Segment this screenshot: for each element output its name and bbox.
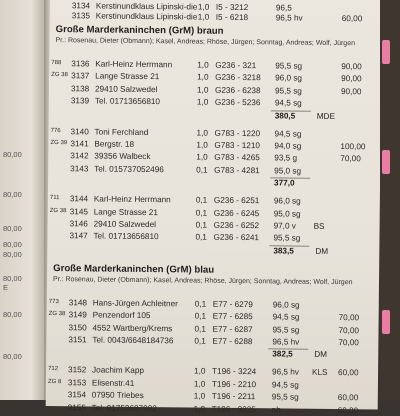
cell-prefix: ZG 38 — [50, 206, 67, 217]
cell-nums: 3137 — [71, 71, 89, 82]
cell-code: G783 - 4281 — [214, 165, 260, 176]
cell-nums: 3148 — [69, 297, 87, 308]
cell-mark: KLS — [312, 367, 328, 378]
cell-nums: 3136 — [71, 58, 89, 69]
cell-score: 95,0 sg — [274, 165, 301, 176]
cell-name: Tel. 01713656810 — [93, 231, 158, 243]
cell-price: 70,00 — [338, 337, 359, 348]
cell-prefix: 788 — [51, 58, 61, 69]
cell-code: G236 - 6245 — [214, 207, 260, 218]
cell-name: 29410 Salzwedel — [95, 83, 157, 95]
cell-code: I5 - 3212 — [216, 2, 248, 13]
cell-price: 60,00 — [342, 13, 363, 24]
cell-price: 60,00 — [338, 367, 359, 378]
cell-nums: 3145 — [70, 206, 88, 217]
cell-cls: 1,0 — [197, 97, 209, 108]
cell-name: Tel. 01753687982 — [92, 402, 157, 414]
cell-name: Karl-Heinz Herrmann — [94, 194, 171, 206]
left-page-number: 80,00 — [3, 352, 22, 361]
section-judges: Pr.: Rosenau, Dieter (Obmann); Kasel, Andreas; Rhöse, Jürgen; Sonntag, Andreas; Wolf, Jürgen — [55, 36, 355, 48]
cell-code: E77 - 6288 — [212, 336, 252, 347]
cell-name: 39356 Walbeck — [94, 151, 150, 163]
cell-price: 70,00 — [340, 153, 361, 164]
cell-cls: 1,0 — [197, 72, 209, 83]
cell-nums: 3138 — [71, 83, 89, 94]
left-page-number: 80,00 — [3, 150, 22, 159]
cell-name: Toni Ferchland — [95, 126, 149, 138]
cell-price: 60,00 — [338, 405, 359, 416]
cell-cls: 1,0 — [197, 84, 209, 95]
group-sum: 383,5 — [273, 246, 294, 255]
cell-nums: 3153 — [68, 377, 86, 388]
cell-name: Karl-Heinz Herrmann — [95, 58, 172, 70]
group-award: MDE — [317, 111, 335, 120]
cell-cls: 0,1 — [195, 311, 207, 322]
cell-price: 100,00 — [340, 141, 365, 152]
cell-code: T196 - 3225 — [212, 403, 256, 414]
cell-cls: 1,0 — [194, 391, 206, 402]
cell-name: Kerstinundklaus Lipinski-die — [96, 10, 198, 22]
cell-prefix: ZG 38 — [49, 309, 66, 320]
cell-name: Lange Strasse 21 — [95, 71, 159, 83]
left-page-number: 80,00 — [3, 310, 22, 319]
cell-score: 95,5 sg — [273, 233, 300, 244]
cell-name: 07950 Triebes — [92, 390, 144, 402]
cell-score: 95,5 sg — [272, 324, 299, 335]
cell-name: Kerstinundklaus Lipinski-die — [96, 0, 198, 12]
cell-score: 94,5 sg — [275, 98, 302, 109]
group-award: DM — [315, 247, 328, 256]
left-page — [0, 0, 44, 400]
cell-price: 90,00 — [341, 73, 362, 84]
cell-cls: 1,0 — [197, 60, 209, 71]
left-page-number: 80,00 — [3, 274, 22, 283]
cell-score: 94,0 sg — [274, 140, 301, 151]
cell-prefix: 773 — [49, 297, 59, 308]
cell-name: Elisenstr.41 — [92, 377, 134, 388]
cell-name: Lange Strasse 21 — [94, 206, 158, 218]
cell-score: 93,5 g — [274, 153, 297, 164]
cell-cls: 0,1 — [196, 220, 208, 231]
cell-code: G236 - 5236 — [215, 97, 261, 108]
cell-code: E77 - 6287 — [212, 323, 252, 334]
cell-nums: 3155 — [68, 402, 86, 413]
cell-nums: 3152 — [68, 365, 86, 376]
section-judges: Pr.: Rosenau, Dieter (Obmann); Kasel, Andreas; Rhöse, Jürgen; Sonntag, Andreas; Wolf, Jürgen — [53, 275, 353, 287]
cell-nums: 3154 — [68, 389, 86, 400]
group-sum: 382,5 — [272, 350, 293, 359]
cell-name: Joachim Kapp — [92, 365, 144, 377]
cell-score: 96,0 sg — [275, 73, 302, 84]
left-page-number: 80,00 — [3, 250, 22, 259]
cell-score: 97,0 v — [274, 220, 296, 231]
cell-cls: 0,1 — [195, 298, 207, 309]
cell-nums: 3142 — [70, 151, 88, 162]
group-sum: 380,5 — [275, 111, 296, 120]
cell-nums: 3150 — [68, 322, 86, 333]
cell-code: T196 - 2211 — [212, 391, 256, 402]
cell-price: 60,00 — [338, 392, 359, 403]
cell-code: I5 - 6218 — [216, 12, 248, 23]
cell-name: 29410 Salzwedel — [94, 218, 156, 230]
cell-cls: 0,1 — [196, 195, 208, 206]
cell-code: G236 - 6238 — [215, 85, 261, 96]
bookmark-tab — [382, 40, 390, 64]
cell-cls: 0,1 — [196, 207, 208, 218]
left-page-number: E — [3, 283, 8, 292]
cell-prefix: 711 — [50, 193, 60, 204]
cell-price: 90,00 — [341, 86, 362, 97]
cell-name: Tel. 015737052496 — [94, 163, 164, 175]
cell-prefix: ZG 38 — [51, 70, 68, 81]
cell-cls: 1,0 — [196, 140, 208, 151]
cell-score: 96,5 — [276, 2, 292, 13]
section-title: Große Marderkaninchen (GrM) blau — [53, 263, 214, 276]
cell-code: G236 - 6241 — [213, 232, 259, 243]
cell-prefix: 776 — [51, 126, 61, 137]
cell-name: Hans-Jürgen Achleitner — [93, 297, 178, 309]
cell-cls: 1,0 — [197, 127, 209, 138]
cell-nums: 3141 — [70, 138, 88, 149]
cell-name: Penzendorf 105 — [93, 310, 151, 322]
group-sum: 377,0 — [274, 179, 295, 188]
cell-score: 94,5 sg — [275, 128, 302, 139]
cell-score: 96,0 sg — [274, 196, 301, 207]
cell-cls: 0,1 — [195, 232, 207, 243]
cell-score: 95,5 sg — [275, 60, 302, 71]
cell-nums: 3149 — [69, 309, 87, 320]
left-page-number: 80,00 — [3, 190, 22, 199]
cell-cls: 1,0 — [194, 378, 206, 389]
cell-price: 70,00 — [338, 325, 359, 336]
bookmark-tab — [382, 150, 390, 174]
cell-nums: 3134 — [72, 0, 90, 11]
cell-code: G236 - 6252 — [214, 220, 260, 231]
cell-prefix: 712 — [48, 364, 58, 375]
cell-nums: 3143 — [70, 163, 88, 174]
cell-score: 96,5 hv — [276, 12, 303, 23]
cell-code: G783 - 1220 — [215, 127, 261, 138]
cell-score: 94,5 sg — [273, 312, 300, 323]
cell-code: G783 - 4265 — [214, 152, 260, 163]
cell-cls: 1,0 — [198, 2, 210, 13]
cell-nums: 3140 — [71, 126, 89, 137]
cell-name: 4552 Wartberg/Krems — [92, 322, 172, 334]
cell-mark: BS — [314, 221, 325, 232]
cell-cls: 1,0 — [194, 403, 206, 414]
cell-code: G236 - 3218 — [215, 72, 261, 83]
cell-prefix: ZG 8 — [48, 377, 61, 388]
cell-name: Tel. 0043/6648184736 — [92, 334, 173, 346]
cell-code: E77 - 6285 — [213, 311, 253, 322]
cell-cls: 0,1 — [194, 336, 206, 347]
cell-price: 90,00 — [341, 61, 362, 72]
left-page-number: 80,00 — [3, 240, 22, 249]
cell-code: E77 - 6279 — [213, 299, 253, 310]
bookmark-tab — [382, 310, 390, 334]
cell-score: 96,0 sg — [273, 299, 300, 310]
section-title: Große Marderkaninchen (GrM) braun — [56, 24, 224, 37]
cell-score: 96,5 hv — [272, 336, 299, 347]
cell-name: Bergstr. 18 — [94, 138, 134, 149]
cell-code: G783 - 1210 — [214, 140, 260, 151]
cell-nums: 3146 — [70, 218, 88, 229]
cell-cls: 0,1 — [194, 323, 206, 334]
cell-score: 95,5 sg — [275, 85, 302, 96]
catalog-page — [46, 0, 382, 409]
cell-score: 95,0 sg — [274, 208, 301, 219]
cell-score: 96,5 hv — [272, 367, 299, 378]
cell-code: G236 - 6251 — [214, 195, 260, 206]
cell-nums: 3151 — [68, 334, 86, 345]
cell-score: nb — [272, 404, 281, 415]
group-award: DM — [314, 350, 327, 359]
cell-code: T196 - 2210 — [212, 379, 256, 390]
cell-price: 70,00 — [339, 312, 360, 323]
cell-nums: 3147 — [69, 231, 87, 242]
cell-score: 94,5 sg — [272, 379, 299, 390]
cell-code: T196 - 3224 — [212, 366, 256, 377]
cell-code: G236 - 321 — [215, 60, 256, 71]
cell-cls: 1,0 — [198, 12, 210, 23]
cell-nums: 3135 — [72, 10, 90, 21]
cell-cls: 1,0 — [194, 366, 206, 377]
left-page-number: 80,00 — [3, 224, 22, 233]
cell-name: Tel. 01713656810 — [95, 96, 160, 108]
cell-score: 95,5 sg — [272, 392, 299, 403]
cell-nums: 3139 — [71, 95, 89, 106]
cell-prefix: ZG 39 — [50, 138, 67, 149]
cell-nums: 3144 — [70, 193, 88, 204]
background-edge — [380, 0, 400, 400]
cell-cls: 0,1 — [196, 164, 208, 175]
cell-cls: 1,0 — [196, 152, 208, 163]
